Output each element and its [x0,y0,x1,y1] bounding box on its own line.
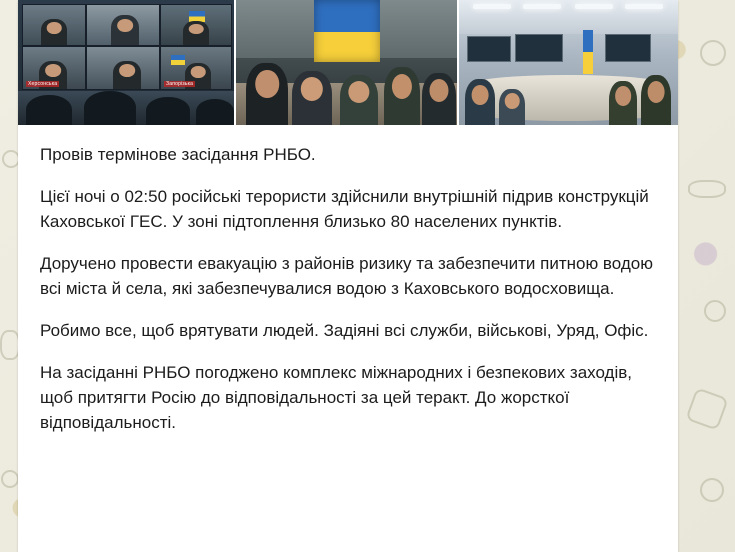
video-conference-grid-photo [18,0,234,125]
silhouette [26,95,72,125]
ukraine-flag-icon [583,30,593,74]
wall-screen [605,34,651,62]
vc-tile [86,46,160,90]
album-photo-1[interactable] [18,0,234,125]
message-text [18,125,678,456]
conference-room-photo [459,0,678,125]
album-photo-2[interactable] [236,0,457,125]
doodle-circle [704,300,726,322]
message-paragraph: Цієї ночі о 02:50 російські терористи здійснили внутрішній підрив конструкцій Каховської ГЕС. У зоні підтоплення близько 80 населених пунктів. [40,186,649,231]
doodle-circle [1,470,19,488]
attendee [292,71,332,125]
ceiling-light-icon [575,4,613,9]
doodle-square [685,387,729,431]
vc-tile [22,46,86,90]
doodle-circle [700,478,724,502]
ceiling-light-icon [473,4,511,9]
meeting-room-flag-photo [236,0,457,125]
attendee [609,81,637,125]
attendee [246,63,288,125]
message-bubble[interactable] [18,0,678,552]
wall-screen [467,36,511,62]
vc-tile-label: Херсонська [28,81,58,87]
attendee [384,67,420,125]
vc-person [113,61,141,89]
silhouette [84,91,136,125]
attendee [641,75,671,125]
ukraine-flag-icon [314,0,380,62]
photo-album[interactable] [18,0,678,125]
vc-tile [160,46,232,90]
attendee [465,79,495,125]
vc-person [41,19,67,45]
silhouette [196,99,234,125]
vc-tile [22,4,86,46]
attendee [422,73,456,125]
ukraine-flag-icon [171,55,185,65]
wall-screen [515,34,563,62]
doodle-circle [700,40,726,66]
silhouette [146,97,190,125]
doodle-oval [688,180,726,198]
doodle-oval [0,330,20,360]
attendee [340,75,378,125]
album-photo-3[interactable] [459,0,678,125]
message-paragraph: Доручено провести евакуацію з районів ризику та забезпечити питною водою всі міста й села, які забезпечувалися водою з Каховського водосховища. [40,253,653,298]
vc-person [111,15,139,45]
attendee [499,89,525,125]
message-paragraph: Робимо все, щоб врятувати людей. Задіяні всі служби, військові, Уряд, Офіс. [40,320,649,340]
vc-tile [86,4,160,46]
vc-person [183,21,209,45]
vc-tile-label: Запорізька [166,81,194,87]
foreground-row [18,91,234,125]
vc-tile [160,4,232,46]
message-paragraph: Провів термінове засідання РНБО. [40,145,316,164]
message-paragraph: На засіданні РНБО погоджено комплекс міжнародних і безпекових заходів, щоб притягти Росію до відповідальності за цей теракт. До жорсткої відповідальності. [40,362,632,432]
ceiling-light-icon [523,4,561,9]
ceiling-light-icon [625,4,663,9]
